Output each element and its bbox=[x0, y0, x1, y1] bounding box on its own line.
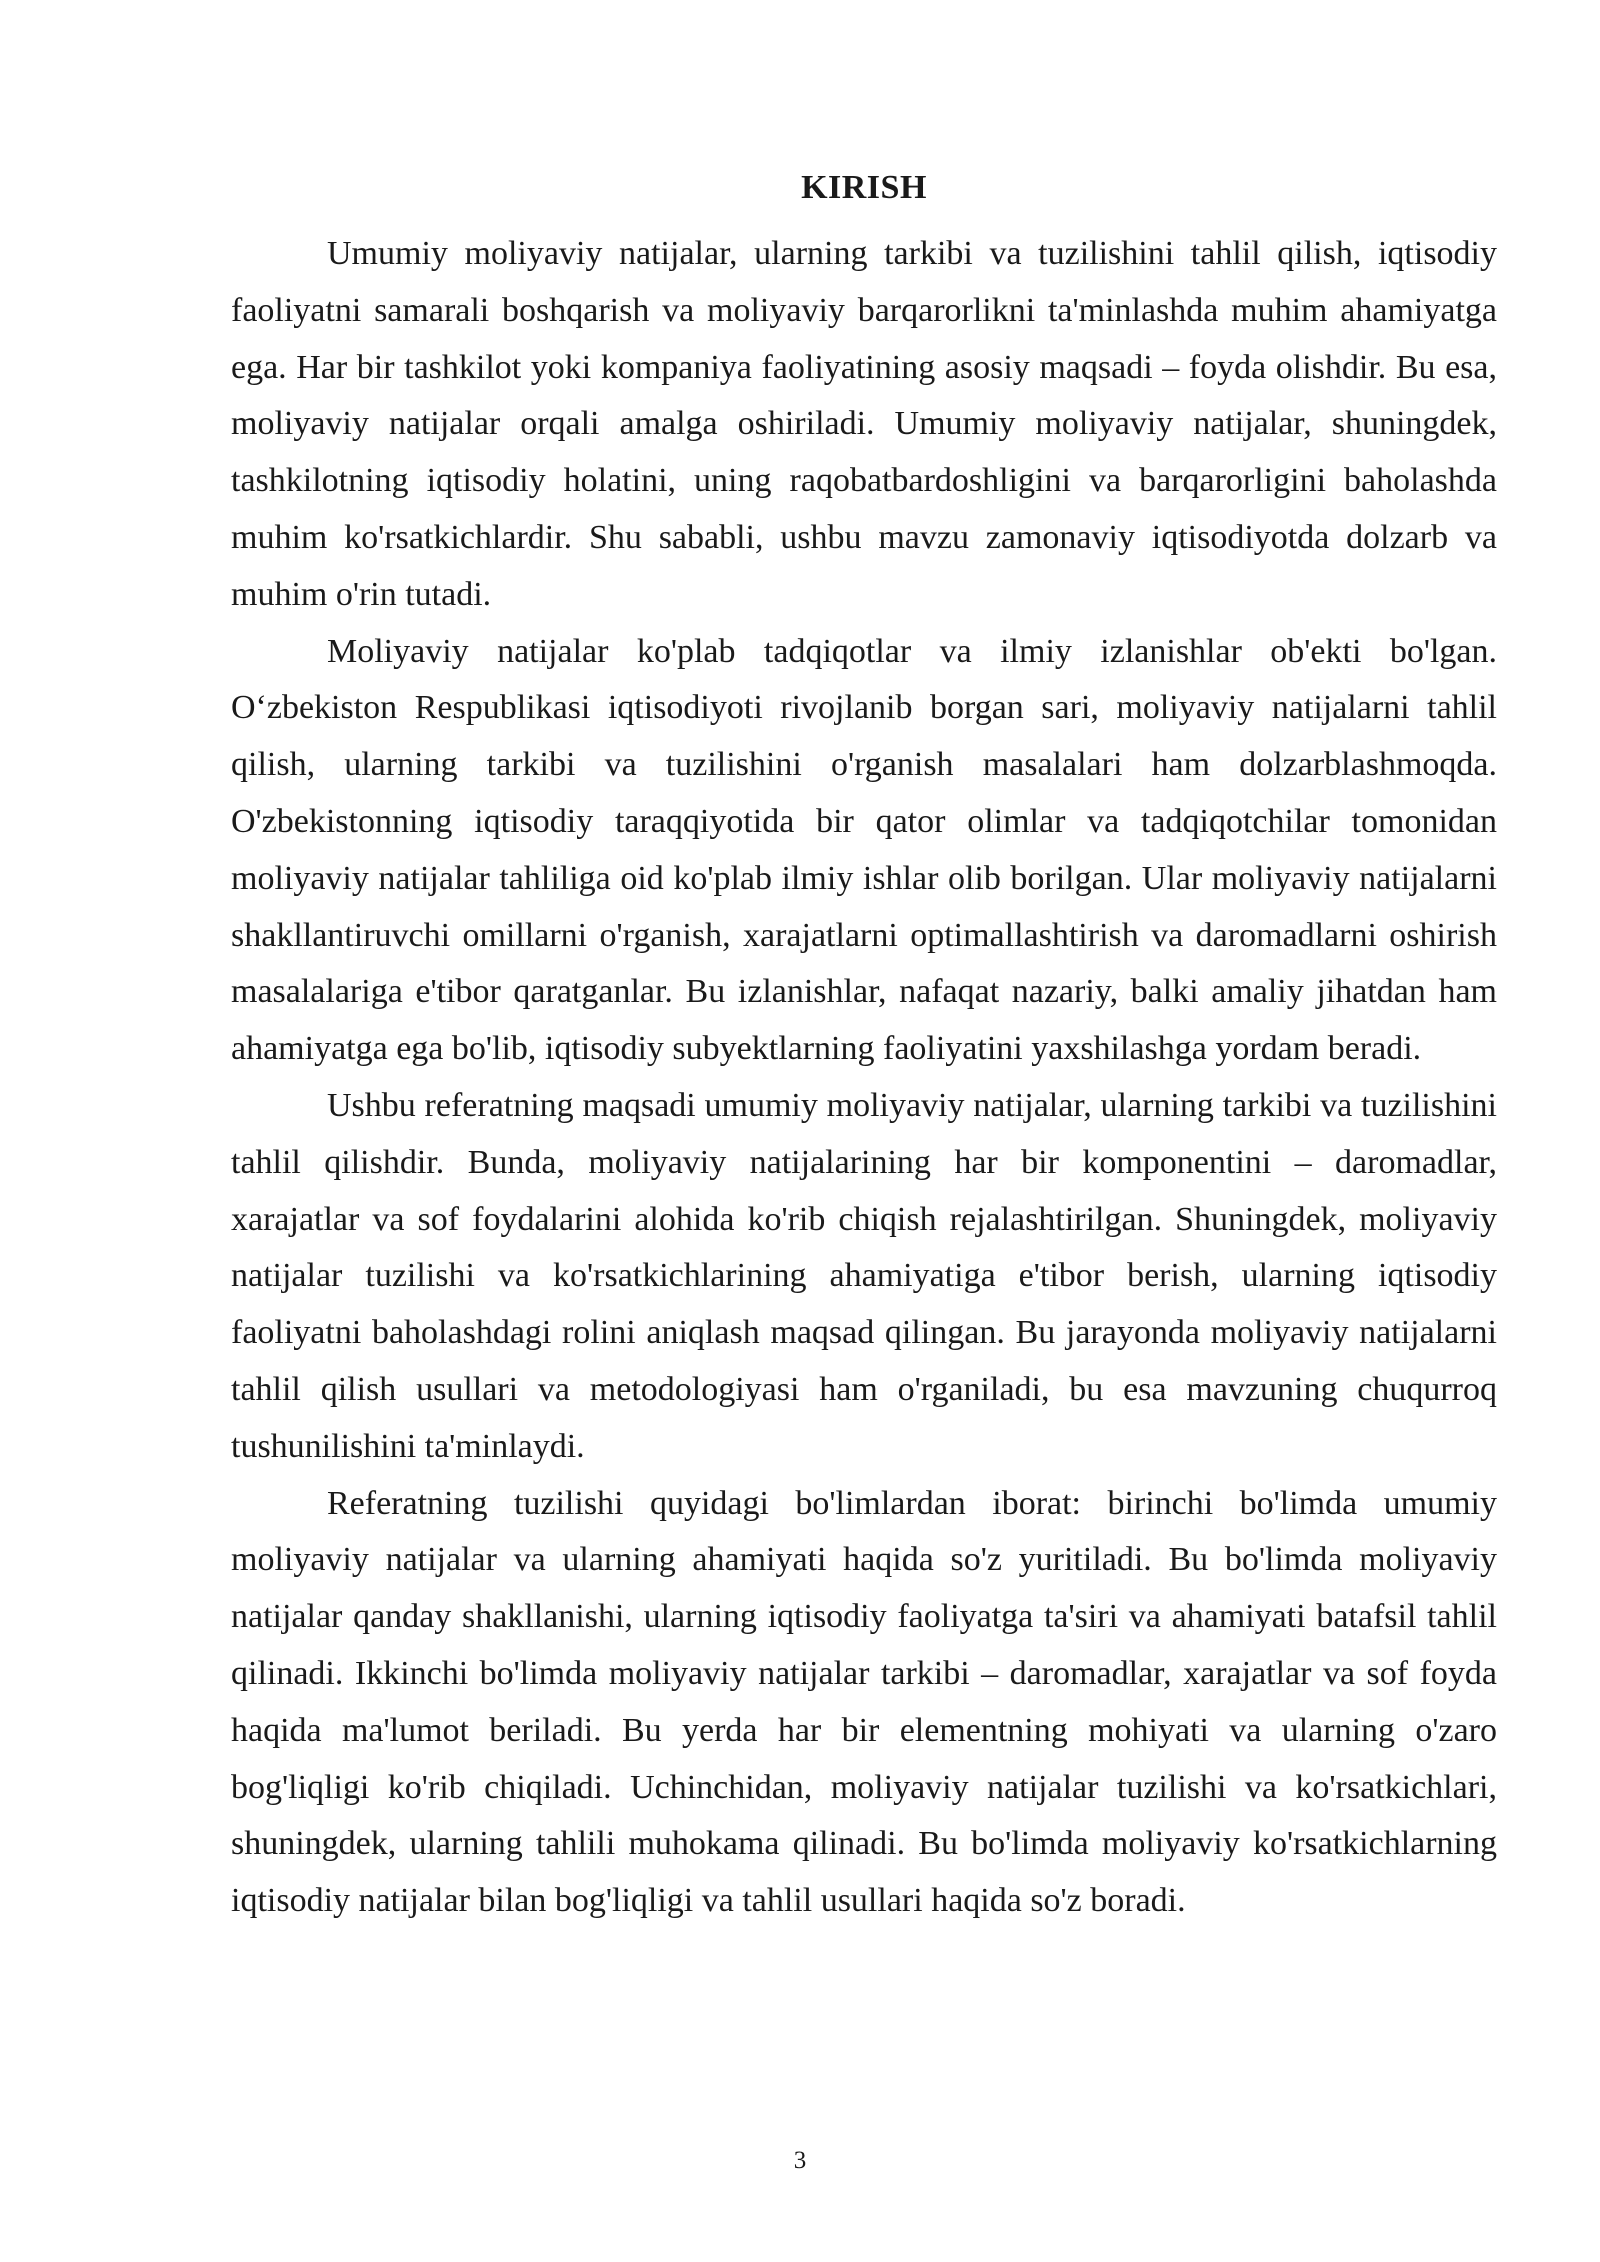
paragraph-3: Ushbu referatning maqsadi umumiy moliyaviy natijalar, ularning tarkibi va tuzilishini tahlil qilishdir. Bunda, moliyaviy natijalarining har bir komponentini – daromadlar, xarajatlar va sof foydalarini alohida ko'rib chiqish rejalashtirilgan. Shuningdek, moliyaviy natijalar tuzilishi va ko'rsatkichlarining ahamiyatiga e'tibor berish, ularning iqtisodiy faoliyatni baholashdagi rolini aniqlash maqsad qilingan. Bu jarayonda moliyaviy natijalarni tahlil qilish usullari va metodologiyasi ham o'rganiladi, bu esa mavzuning chuqurroq tushunilishini ta'minlaydi. bbox=[231, 1086, 1497, 1465]
section-title: KIRISH bbox=[801, 169, 927, 206]
paragraph-4: Referatning tuzilishi quyidagi bo'limlardan iborat: birinchi bo'limda umumiy moliyaviy natijalar va ularning ahamiyati haqida so'z yuritiladi. Bu bo'limda moliyaviy natijalar qanday shakllanishi, ularning iqtisodiy faoliyatga ta'siri va ahamiyati batafsil tahlil qilinadi. Ikkinchi bo'limda moliyaviy natijalar tarkibi – daromadlar, xarajatlar va sof foyda haqida ma'lumot beriladi. Bu yerda har bir elementning mohiyati va ularning o'zaro bog'liqligi ko'rib chiqiladi. Uchinchidan, moliyaviy natijalar tuzilishi va ko'rsatkichlari, shuningdek, ularning tahlili muhokama qilinadi. Bu bo'limda moliyaviy ko'rsatkichlarning iqtisodiy natijalar bilan bog'liqligi va tahlil usullari haqida so'z boradi. bbox=[231, 1484, 1497, 1920]
page-number: 3 bbox=[793, 2147, 807, 2174]
paragraph-1: Umumiy moliyaviy natijalar, ularning tarkibi va tuzilishini tahlil qilish, iqtisodiy faoliyatni samarali boshqarish va moliyaviy barqarorlikni ta'minlashda muhim ahamiyatga ega. Har bir tashkilot yoki kompaniya faoliyatining asosiy maqsadi – foyda olishdir. Bu esa, moliyaviy natijalar orqali amalga oshiriladi. Umumiy moliyaviy natijalar, shuningdek, tashkilotning iqtisodiy holatini, uning raqobatbardoshligini va barqarorligini baholashda muhim ko'rsatkichlardir. Shu sababli, ushbu mavzu zamonaviy iqtisodiyotda dolzarb va muhim o'rin tutadi. bbox=[231, 235, 1497, 613]
paragraph-2: Moliyaviy natijalar ko'plab tadqiqotlar va ilmiy izlanishlar ob'ekti bo'lgan. O‘zbekiston Respublikasi iqtisodiyoti rivojlanib borgan sari, moliyaviy natijalarni tahlil qilish, ularning tarkibi va tuzilishini o'rganish masalalari ham dolzarblashmoqda. O'zbekistonning iqtisodiy taraqqiyotida bir qator olimlar va tadqiqotchilar tomonidan moliyaviy natijalar tahliliga oid ko'plab ilmiy ishlar olib borilgan. Ular moliyaviy natijalarni shakllantiruvchi omillarni o'rganish, xarajatlarni optimallashtirish va daromadlarni oshirish masalalariga e'tibor qaratganlar. Bu izlanishlar, nafaqat nazariy, balki amaliy jihatdan ham ahamiyatga ega bo'lib, iqtisodiy subyektlarning faoliyatini yaxshilashga yordam beradi. bbox=[231, 632, 1497, 1068]
page-content bbox=[231, 160, 1497, 1930]
